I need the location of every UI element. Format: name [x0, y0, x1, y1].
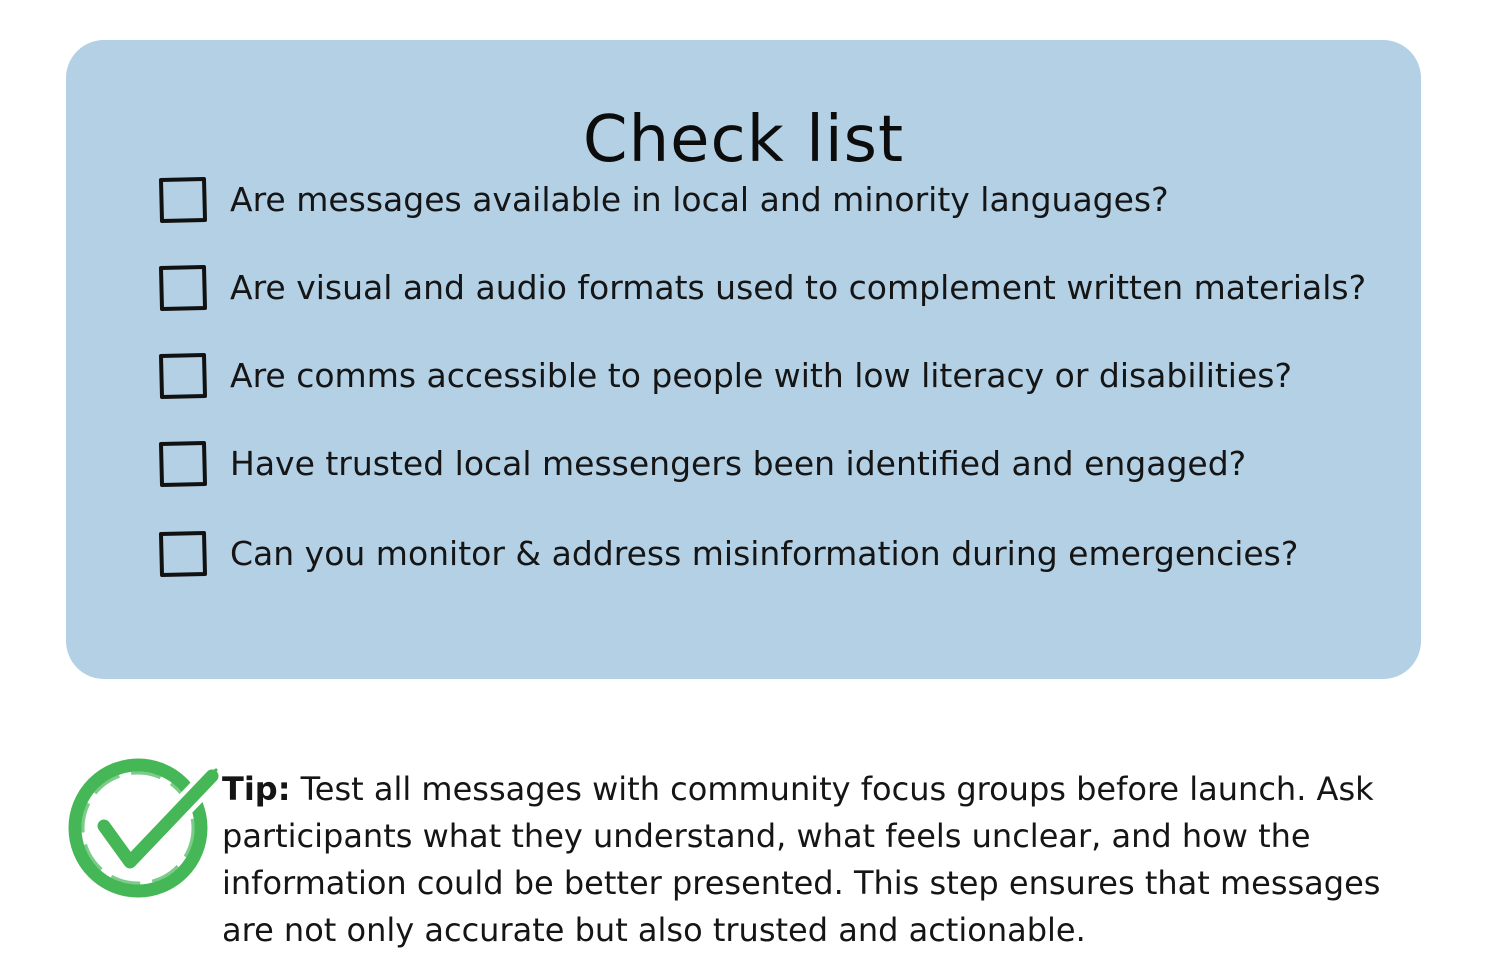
checklist-title: Check list [582, 103, 905, 177]
checklist-item-label: Can you monitor & address misinformation during emergencies? [230, 534, 1299, 573]
checklist-item-label: Are messages available in local and minority languages? [230, 180, 1169, 219]
checklist-item-label: Are visual and audio formats used to complement written materials? [230, 268, 1367, 307]
checkbox-icon[interactable] [158, 352, 208, 400]
checklist-item-label: Have trusted local messengers been identified and engaged? [230, 444, 1247, 483]
checklist-item [158, 440, 1366, 488]
tip-text: Test all messages with community focus groups before launch. Ask participants what they understand, what feels unclear, and how the information could be better presented. This step ensures that messages are not only accurate but also trusted and actionable. [222, 770, 1381, 949]
checklist-item [158, 530, 1366, 578]
checkbox-icon[interactable] [158, 530, 208, 578]
tip-label: Tip: [222, 770, 291, 808]
checklist-item [158, 176, 1366, 224]
checklist-item [158, 352, 1366, 400]
checklist-item [158, 264, 1366, 312]
checklist-item-label: Are comms accessible to people with low literacy or disabilities? [230, 356, 1292, 395]
tip-paragraph [222, 766, 1412, 954]
checkbox-icon[interactable] [158, 440, 208, 488]
green-checkmark-icon [62, 752, 222, 902]
checklist [158, 176, 1366, 618]
checkbox-icon[interactable] [158, 264, 208, 312]
checkbox-icon[interactable] [158, 176, 208, 224]
